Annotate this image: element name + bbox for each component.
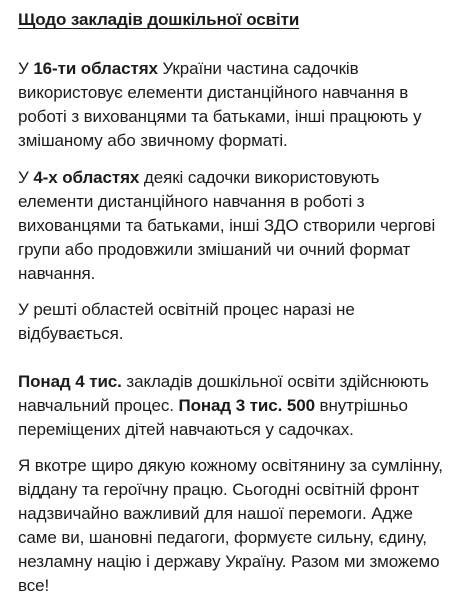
paragraph-gratitude: Я вкотре щиро дякую кожному освітянину за сумлінну, віддану та героїчну працю. Сьогодні освітній фронт надзвичайно важливий для нашої перемоги. Адже саме ви, шановні педагоги, формуєте сильну, єдину, незламну націю і державу Україну. Разом ми зможемо все!: [18, 456, 443, 595]
paragraph-other-regions: У решті областей освітній процес наразі не відбувається.: [18, 300, 355, 343]
paragraph-statistics: [18, 370, 429, 442]
paragraph-text: України частина садочків використовує елементи дистанційного навчання в роботі з вихованцями та батьками, інші працюють у змішаному або звичному форматі.: [18, 59, 422, 150]
paragraph-regions-4: [18, 166, 435, 286]
paragraph-text: внутрішньо переміщених дітей навчаються у садочках.: [18, 396, 408, 439]
post-title: Щодо закладів дошкільної освіти: [18, 10, 300, 29]
paragraph-prefix: У: [18, 59, 34, 78]
highlight-4-thousand: Понад 4 тис.: [18, 372, 122, 391]
post-body: [18, 0, 466, 595]
paragraph-prefix: У: [18, 168, 34, 187]
paragraph-text: закладів дошкільної освіти здійснюють навчальний процес.: [18, 372, 429, 415]
paragraph-text: деякі садочки використовують елементи дистанційного навчання в роботі з вихованцями та батьками, інші ЗДО створили чергові групи або продовжили змішаний чи очний формат навчання.: [18, 168, 436, 283]
highlight-3500: Понад 3 тис. 500: [178, 396, 315, 415]
paragraph-regions-16: [18, 57, 421, 153]
highlight-16-regions: 16-ти областях: [33, 59, 158, 78]
highlight-4-regions: 4-х областях: [33, 168, 140, 187]
